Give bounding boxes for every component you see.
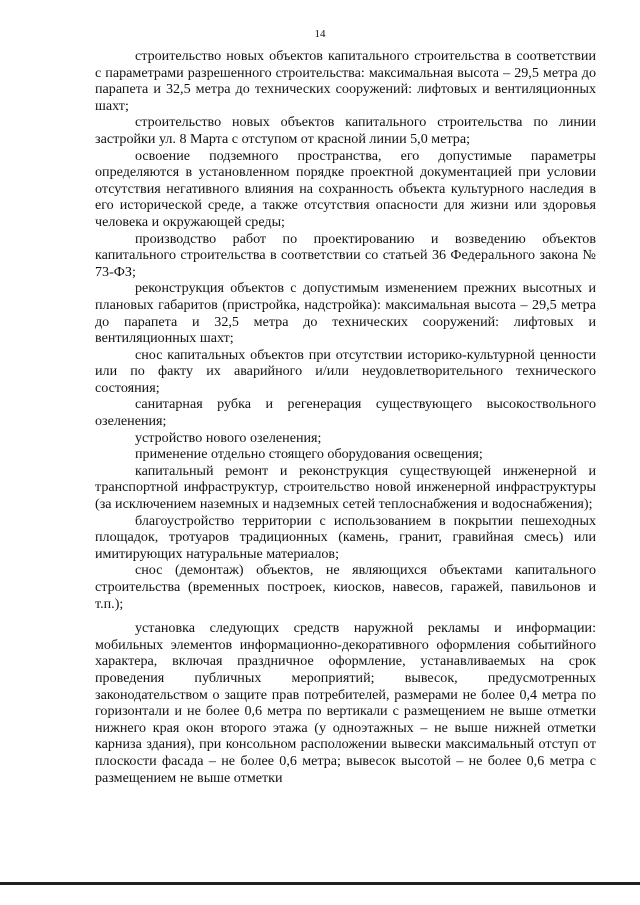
bottom-rule	[0, 882, 640, 885]
paragraph-demolition-temporary: снос (демонтаж) объектов, не являющихся объектами капитального строительства (временных построек, киосков, навесов, гаражей, павильонов и т.п.);	[95, 562, 596, 612]
paragraph-build-line: строительство новых объектов капитального строительства по линии застройки ул. 8 Марта с отступом от красной линии 5,0 метра;	[95, 114, 596, 147]
paragraph-new-greenery: устройство нового озеленения;	[135, 429, 322, 446]
paragraph-lighting: применение отдельно стоящего оборудования освещения;	[135, 446, 483, 463]
paragraph-advertising: установка следующих средств наружной рекламы и информации: мобильных элементов информационно-декоративного оформления событийного характера, включая праздничное оформление, устанавливаемых на срок проведения публичных мероприятий; вывесок, предусмотренных законодательством о защите прав потребителей, размерами не более 0,4 метра по горизонтали и не более 0,6 метра по вертикали с размещением не выше отметки нижнего края окон второго этажа (у одноэтажных – не выше нижней отметки карниза здания), при консольном расположении вывески максимальный отступ от плоскости фасада – не более 0,6 метра; вывесок высотой – не более 0,6 метра с размещением не выше отметки	[95, 620, 596, 786]
page-number: 14	[314, 28, 326, 40]
paragraph-new-construction-height: строительство новых объектов капитального строительства в соответствии с параметрами разрешенного строительства: максимальная высота – 29,5 метра до парапета и 32,5 метра до технических сооружений: лифтовых и вентиляционных шахт;	[95, 48, 596, 114]
document-body	[95, 48, 596, 786]
paragraph-reconstruction: реконструкция объектов с допустимым изменением прежних высотных и плановых габаритов (пристройка, надстройка): максимальная высота – 29,5 метра до парапета и 32,5 метра до технических сооружений: лифтовых и вентиляционных шахт;	[95, 280, 596, 347]
paragraph-sanitary-felling: санитарная рубка и регенерация существующего высокоствольного озеленения;	[95, 396, 596, 430]
paragraph-infrastructure: капитальный ремонт и реконструкция существующей инженерной и транспортной инфраструктур, строительство новой инженерной инфраструктуры (за исключением наземных и надземных сетей теплоснабжения и водоснабжения);	[95, 462, 596, 513]
paragraph-design-works: производство работ по проектированию и возведению объектов капитального строительства в соответствии со статьей 36 Федерального закона № 73-ФЗ;	[95, 230, 596, 280]
paragraph-underground-space: освоение подземного пространства, его допустимые параметры определяются в установленном порядке проектной документацией при условии отсутствия негативного влияния на сохранность объекта культурного наследия в его исторической среде, а также отсутствия опасности для жизни или здоровья человека и окружающей среды;	[95, 147, 596, 230]
paragraph-demolition-capital: снос капитальных объектов при отсутствии историко-культурной ценности или по факту их аварийного и/или неудовлетворительного технического состояния;	[95, 346, 596, 396]
paragraph-landscaping: благоустройство территории с использованием в покрытии пешеходных площадок, тротуаров традиционных (камень, гранит, гравийная смесь) или имитирующих натуральные материалов;	[95, 512, 596, 562]
